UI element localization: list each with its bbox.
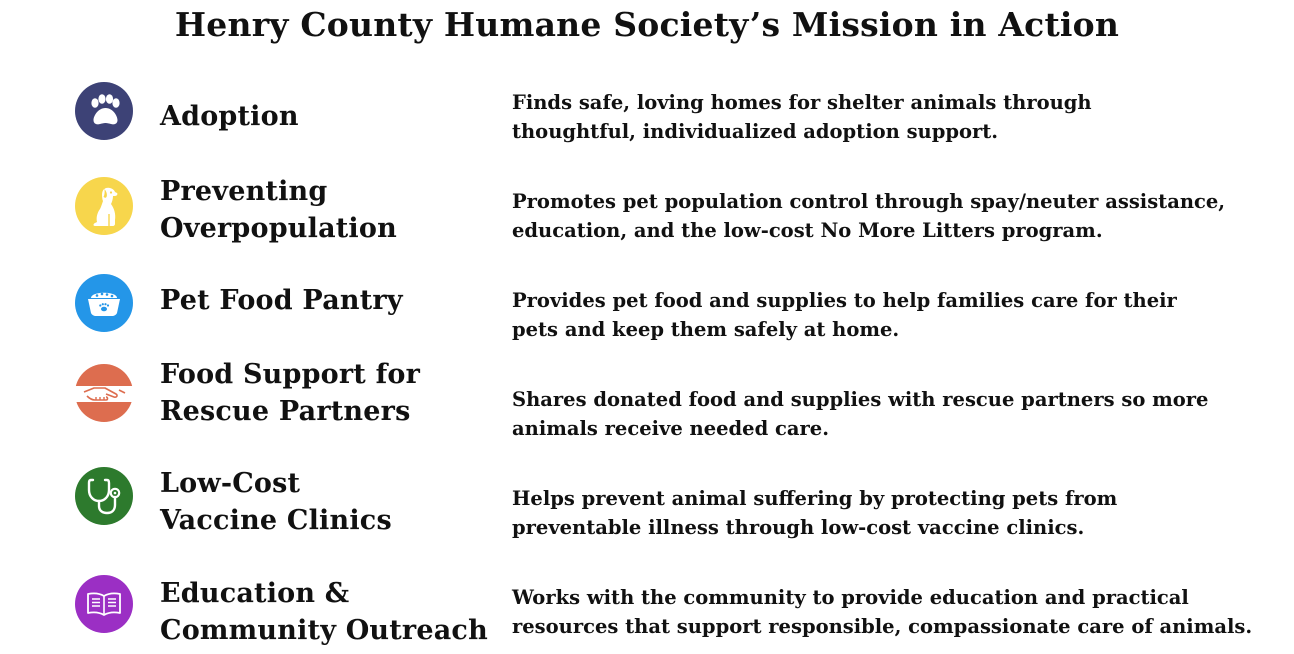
- handshake-icon: [75, 364, 133, 422]
- pet-food-bowl-icon: [75, 274, 133, 332]
- open-book-icon: [75, 575, 133, 633]
- item-description: Works with the community to provide education and practical resources that support responsible, compassionate care of animals.: [512, 586, 1253, 638]
- item-description: Helps prevent animal suffering by protecting pets from preventable illness through low-cost vaccine clinics.: [512, 487, 1118, 539]
- item-name: Preventing Overpopulation: [160, 176, 397, 244]
- stethoscope-icon: [75, 467, 133, 525]
- paw-icon: [75, 82, 133, 140]
- item-description: Shares donated food and supplies with rescue partners so more animals receive needed care.: [512, 388, 1209, 440]
- item-name: Low-Cost Vaccine Clinics: [160, 468, 392, 536]
- item-description: Provides pet food and supplies to help families care for their pets and keep them safely at home.: [512, 289, 1177, 341]
- sitting-dog-icon: [75, 177, 133, 235]
- item-name: Adoption: [160, 101, 299, 132]
- item-name: Pet Food Pantry: [160, 285, 403, 316]
- item-name: Education & Community Outreach: [160, 578, 488, 646]
- item-description: Promotes pet population control through spay/neuter assistance, education, and the low-cost No More Litters program.: [512, 190, 1226, 242]
- page-title: Henry County Humane Society’s Mission in Action: [174, 5, 1120, 44]
- item-name: Food Support for Rescue Partners: [160, 359, 421, 427]
- item-description: Finds safe, loving homes for shelter animals through thoughtful, individualized adoption support.: [512, 91, 1092, 143]
